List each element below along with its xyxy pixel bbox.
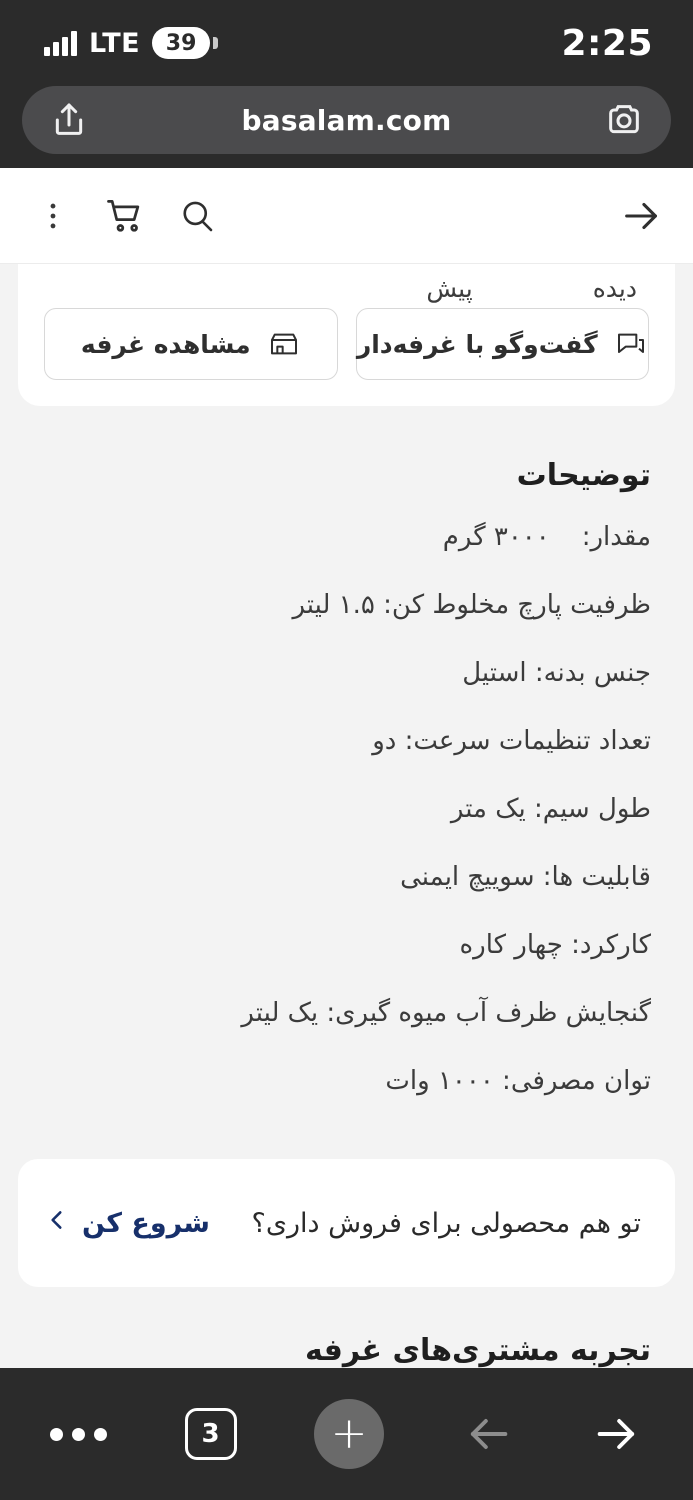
arrow-left-icon[interactable] (462, 1408, 514, 1460)
page-content (0, 264, 693, 1368)
url-bar[interactable] (22, 86, 671, 154)
chat-with-seller-button[interactable] (356, 308, 650, 380)
arrow-right-icon[interactable] (591, 1408, 643, 1460)
sell-cta-question: تو هم محصولی برای فروش داری؟ (251, 1207, 641, 1239)
url-text[interactable]: basalam.com (241, 103, 452, 137)
camera-lens-icon[interactable] (603, 99, 645, 141)
battery-percent: 39 (152, 27, 210, 59)
description-amount-label: مقدار: (581, 522, 651, 552)
sell-cta-label: شروع کن (82, 1207, 210, 1239)
sell-cta-action[interactable] (44, 1207, 210, 1239)
header-left-actions (30, 193, 220, 239)
description-row: تعداد تنظیمات سرعت: دو (372, 726, 651, 756)
network-type-label: LTE (89, 27, 141, 59)
battery-tip (213, 37, 218, 49)
description-row: جنس بدنه: استیل (462, 658, 651, 688)
description-row (42, 503, 651, 571)
chat-bubble-icon (614, 327, 648, 361)
search-icon[interactable] (174, 193, 220, 239)
description-list (42, 503, 651, 1115)
shopping-cart-icon[interactable] (102, 193, 148, 239)
chat-with-seller-label: گفت‌وگو با غرفه‌دار (356, 329, 598, 359)
more-vertical-icon[interactable] (30, 193, 76, 239)
description-row: گنجایش ظرف آب میوه گیری: یک لیتر (241, 998, 651, 1028)
status-indicators (44, 27, 218, 59)
more-horizontal-icon[interactable] (50, 1428, 107, 1441)
view-shop-button[interactable] (44, 308, 338, 380)
signal-bars-icon (44, 30, 77, 56)
site-header (0, 168, 693, 264)
storefront-icon (267, 327, 301, 361)
tab-count-button[interactable]: 3 (185, 1408, 237, 1460)
status-bar (0, 0, 693, 86)
chevron-left-icon (44, 1207, 70, 1239)
description-row: طول سیم: یک متر (450, 794, 651, 824)
battery-icon (152, 27, 218, 59)
seller-actions (44, 308, 649, 380)
reviews-section-title: تجربه مشتری‌های غرفه (305, 1333, 651, 1368)
description-title: توضیحات (516, 458, 651, 493)
back-arrow-icon[interactable] (619, 193, 665, 239)
description-row: توان مصرفی: ۱۰۰۰ وات (385, 1066, 651, 1096)
seller-card (18, 264, 675, 406)
share-icon[interactable] (48, 99, 90, 141)
description-amount-value: ۳۰۰۰ گرم (442, 522, 550, 552)
description-row: قابلیت ها: سوییچ ایمنی (400, 862, 651, 892)
description-row: ظرفیت پارچ مخلوط کن: ۱.۵ لیتر (292, 590, 651, 620)
seller-meta (44, 264, 649, 308)
browser-chrome (0, 0, 693, 168)
browser-bottom-bar (0, 1368, 693, 1500)
view-shop-label: مشاهده غرفه (80, 329, 251, 359)
status-time: 2:25 (561, 22, 653, 64)
seller-meta-right: پیش (426, 274, 473, 303)
seller-meta-left: دیده (592, 274, 637, 303)
sell-cta-card[interactable] (18, 1159, 675, 1287)
new-tab-button[interactable]: + (314, 1399, 384, 1469)
description-row: کارکرد: چهار کاره (459, 930, 651, 960)
